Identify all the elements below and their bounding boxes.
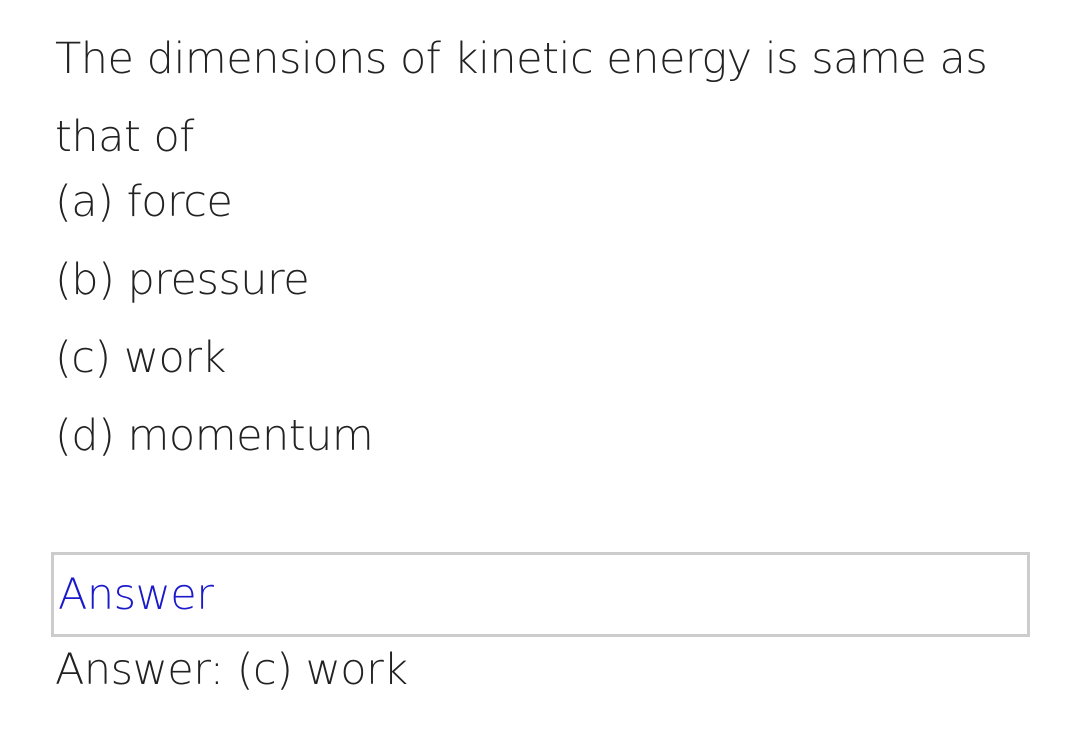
option-d: (d) momentum [55, 411, 374, 461]
question-line-1: The dimensions of kinetic energy is same as [55, 34, 988, 84]
answer-toggle-link[interactable]: Answer [58, 570, 214, 620]
option-c: (c) work [55, 333, 226, 383]
answer-text: Answer: (c) work [55, 645, 408, 695]
option-b: (b) pressure [55, 255, 310, 305]
question-line-2: that of [55, 112, 194, 162]
answer-reveal-box[interactable] [51, 552, 1030, 637]
question-text [55, 20, 1015, 176]
option-a: (a) force [55, 177, 233, 227]
